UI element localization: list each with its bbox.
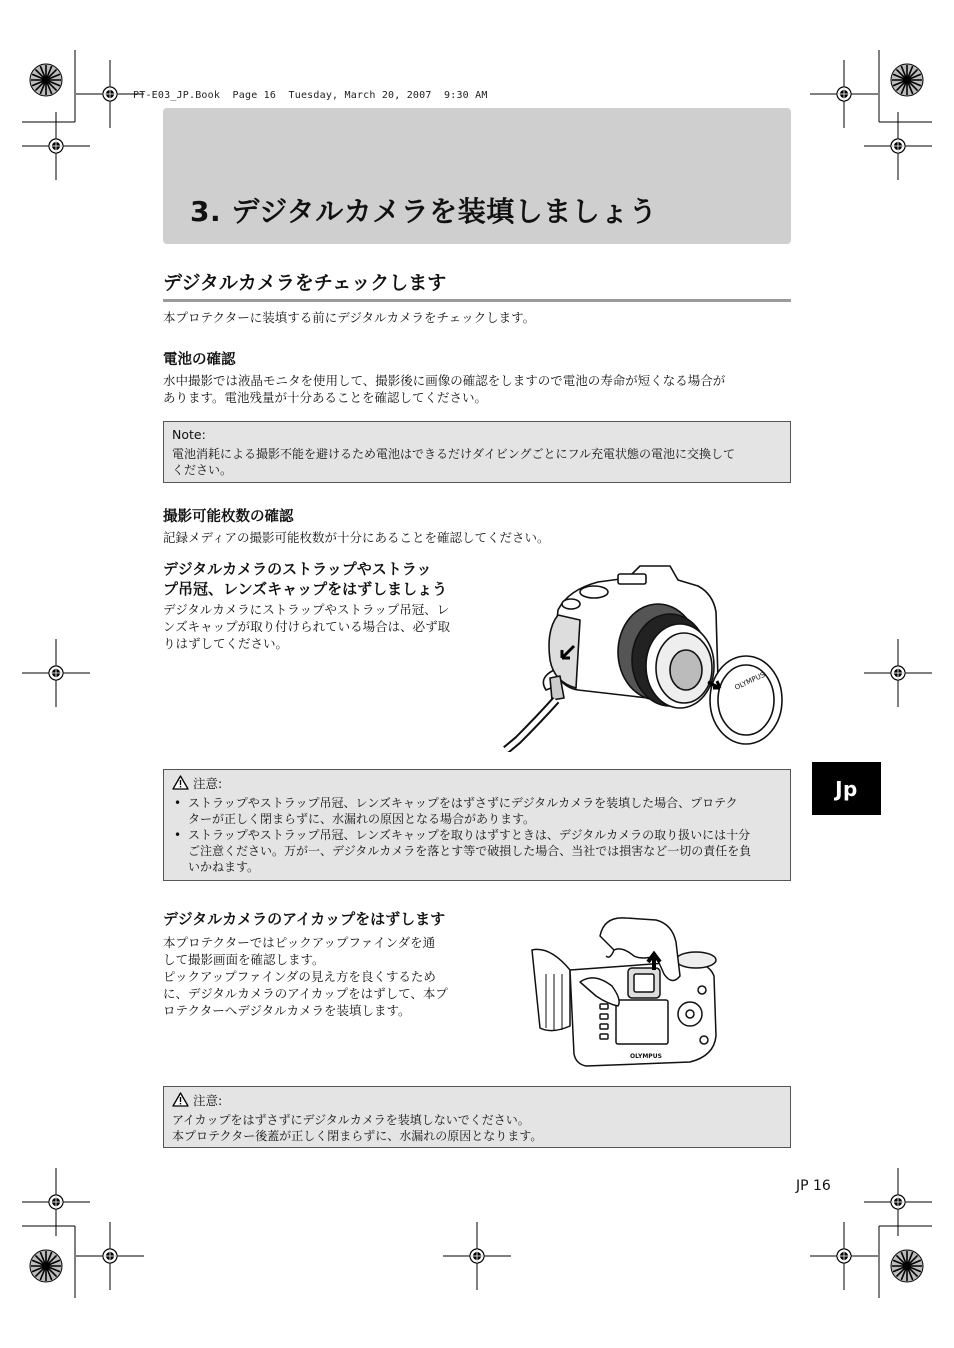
note-label: Note: — [172, 427, 206, 442]
eyecup-heading: デジタルカメラのアイカップをはずします — [163, 910, 446, 928]
section-heading: デジタルカメラをチェックします — [163, 268, 791, 302]
caution-label-text: 注意: — [193, 776, 223, 791]
camera-front-illustration — [498, 560, 788, 752]
eyecup-body-line: ロテクターへデジタルカメラを装填します。 — [163, 1003, 411, 1018]
battery-text-line: あります。電池残量が十分あることを確認してください。 — [163, 390, 488, 405]
caution-line: アイカップをはずさずにデジタルカメラを装填しないでください。 — [172, 1113, 530, 1127]
eyecup-body-line: に、デジタルカメラのアイカップをはずして、本プ — [163, 986, 448, 1001]
camera-back-illustration — [530, 916, 730, 1068]
strap-body-line: デジタルカメラにストラップやストラップ吊冠、レ — [163, 602, 450, 617]
caution-bullet-line: いかねます。 — [188, 860, 260, 874]
note-line: ください。 — [172, 463, 233, 477]
strap-body-line: ンズキャップが取り付けられている場合は、必ず取 — [163, 619, 451, 634]
caution-bullet-line: • ストラップやストラップ吊冠、レンズキャップを取りはずすときは、デジタルカメラの取り扱いには十分 — [188, 828, 751, 842]
camera-brand-text: OLYMPUS — [630, 1053, 662, 1060]
eyecup-body-line: して撮影画面を確認します。 — [163, 952, 325, 967]
caution-bullet-line: ご注意ください。万が一、デジタルカメラを落とす等で破損した場合、当社では損害など一切の責任を負 — [188, 844, 752, 858]
strap-body-line: りはずしてください。 — [163, 636, 289, 651]
strap-heading — [163, 559, 447, 599]
caution-bullet-line: ターが正しく閉まらずに、水漏れの原因となる場合があります。 — [188, 812, 536, 826]
chapter-title-band — [163, 108, 791, 244]
warning-icon — [172, 775, 189, 790]
page-number: JP 16 — [796, 1178, 831, 1194]
chapter-title: 3. デジタルカメラを装填しましょう — [190, 195, 658, 228]
eyecup-body-line: ピックアップファインダの見え方を良くするため — [163, 969, 436, 984]
caution-box-1 — [163, 769, 791, 881]
caution-label-1 — [172, 775, 782, 792]
cap-brand-text: OLYMPUS — [733, 670, 767, 692]
battery-heading: 電池の確認 — [163, 352, 236, 368]
caution-bullet — [172, 795, 782, 827]
eyecup-body — [163, 934, 448, 1019]
note-box — [163, 421, 791, 483]
shots-heading: 撮影可能枚数の確認 — [163, 509, 294, 525]
battery-text-line: 水中撮影では液晶モニタを使用して、撮影後に画像の確認をしますので電池の寿命が短くなる場合が — [163, 373, 726, 388]
print-header: PT-E03_JP.Book Page 16 Tuesday, March 20, 2007 9:30 AM — [133, 90, 488, 101]
caution-box-2 — [163, 1086, 791, 1148]
strap-heading-line: デジタルカメラのストラップやストラッ — [163, 560, 432, 578]
battery-text — [163, 372, 725, 406]
shots-text: 記録メディアの撮影可能枚数が十分にあることを確認してください。 — [163, 530, 550, 545]
warning-icon — [172, 1092, 189, 1107]
section-intro: 本プロテクターに装填する前にデジタルカメラをチェックします。 — [163, 310, 536, 325]
note-line: 電池消耗による撮影不能を避けるため電池はできるだけダイビングごとにフル充電状態の電池に交換して — [172, 447, 736, 461]
caution-bullet — [172, 827, 782, 875]
strap-heading-line: プ吊冠、レンズキャップをはずしましょう — [163, 580, 448, 598]
language-tab: Jp — [812, 762, 881, 815]
strap-body — [163, 601, 450, 652]
eyecup-body-line: 本プロテクターではピックアップファインダを通 — [163, 935, 436, 950]
caution-bullet-line: • ストラップやストラップ吊冠、レンズキャップをはずさずにデジタルカメラを装填した場合、プロテク — [188, 796, 738, 810]
caution-label-2 — [172, 1092, 782, 1109]
caution-label-text: 注意: — [193, 1093, 223, 1108]
caution-line: 本プロテクター後蓋が正しく閉まらずに、水漏れの原因となります。 — [172, 1129, 543, 1143]
